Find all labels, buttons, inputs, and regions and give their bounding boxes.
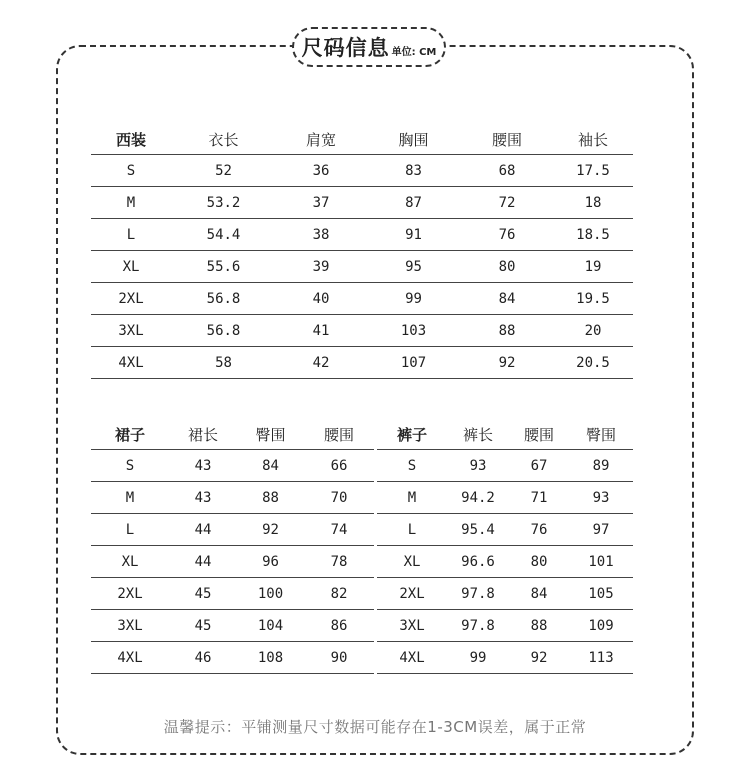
measurement-cell: 88 [237,482,304,514]
measurement-cell: 91 [366,219,461,251]
measurement-cell: 108 [237,642,304,674]
measurement-cell: 44 [169,514,237,546]
suit-column-header: 肩宽 [305,130,336,149]
measurement-cell: 66 [304,450,374,482]
skirt-column-header: 臀围 [255,425,286,444]
measurement-cell: 55.6 [171,251,276,283]
measurement-cell: 80 [509,546,569,578]
suit-header-row [91,124,633,155]
size-cell: 2XL [377,578,447,610]
measurement-cell: 97.8 [447,578,509,610]
measurement-cell: 56.8 [171,283,276,315]
table-row [91,347,633,379]
measurement-cell: 71 [509,482,569,514]
measurement-cell: 80 [461,251,553,283]
measurement-cell: 18 [553,187,633,219]
measurement-cell: 113 [569,642,633,674]
measurement-cell: 45 [169,610,237,642]
pants-column-header: 臀围 [585,425,616,444]
table-row [377,482,633,514]
size-cell: XL [91,251,171,283]
measurement-cell: 87 [366,187,461,219]
table-row [91,219,633,251]
skirt-column-header: 裙长 [187,425,218,444]
table-row [91,578,374,610]
table-row [377,514,633,546]
measurement-cell: 52 [171,155,276,187]
size-cell: XL [377,546,447,578]
suit-column-header: 衣长 [208,130,239,149]
table-row [91,315,633,347]
size-cell: L [377,514,447,546]
measurement-cell: 42 [276,347,366,379]
size-cell: M [91,187,171,219]
size-cell: 3XL [91,610,169,642]
measurement-cell: 105 [569,578,633,610]
measurement-cell: 101 [569,546,633,578]
measurement-cell: 96.6 [447,546,509,578]
measurement-cell: 109 [569,610,633,642]
measurement-cell: 84 [461,283,553,315]
measurement-cell: 44 [169,546,237,578]
size-cell: XL [91,546,169,578]
measurement-cell: 92 [509,642,569,674]
measurement-cell: 92 [237,514,304,546]
measurement-cell: 67 [509,450,569,482]
measurement-cell: 58 [171,347,276,379]
measurement-cell: 104 [237,610,304,642]
measurement-cell: 36 [276,155,366,187]
measurement-cell: 20 [553,315,633,347]
table-row [91,546,374,578]
table-row [91,187,633,219]
size-cell: 4XL [91,642,169,674]
size-cell: 3XL [377,610,447,642]
pants-table-body [377,450,633,674]
page-title: 尺码信息 [301,36,390,60]
measurement-cell: 103 [366,315,461,347]
measurement-cell: 99 [447,642,509,674]
table-row [91,155,633,187]
table-row [377,642,633,674]
measurement-cell: 78 [304,546,374,578]
table-row [377,450,633,482]
measurement-cell: 20.5 [553,347,633,379]
size-cell: 2XL [91,283,171,315]
table-row [91,450,374,482]
measurement-cell: 84 [509,578,569,610]
measurement-cell: 92 [461,347,553,379]
measurement-cell: 95.4 [447,514,509,546]
measurement-cell: 74 [304,514,374,546]
measurement-cell: 43 [169,482,237,514]
measurement-cell: 86 [304,610,374,642]
measurement-cell: 72 [461,187,553,219]
measurement-cell: 89 [569,450,633,482]
suit-column-header: 西装 [115,130,146,149]
table-row [377,610,633,642]
skirt-column-header: 腰围 [323,425,354,444]
size-cell: M [91,482,169,514]
measurement-cell: 76 [461,219,553,251]
measurement-cell: 93 [447,450,509,482]
size-cell: 3XL [91,315,171,347]
measurement-cell: 17.5 [553,155,633,187]
measurement-cell: 99 [366,283,461,315]
size-cell: 4XL [377,642,447,674]
size-cell: 4XL [91,347,171,379]
measurement-cell: 76 [509,514,569,546]
skirt-size-table [91,419,374,674]
measurement-cell: 93 [569,482,633,514]
suit-column-header: 腰围 [491,130,522,149]
table-row [91,642,374,674]
table-row [91,283,633,315]
title-badge [292,27,446,67]
table-row [377,578,633,610]
size-cell: 2XL [91,578,169,610]
measurement-cell: 107 [366,347,461,379]
measurement-cell: 37 [276,187,366,219]
skirt-table-body [91,450,374,674]
pants-size-table [377,419,633,674]
table-row [91,514,374,546]
skirt-column-header: 裙子 [114,425,145,444]
measurement-cell: 46 [169,642,237,674]
measurement-cell: 19.5 [553,283,633,315]
measurement-cell: 83 [366,155,461,187]
measurement-note: 温馨提示：平铺测量尺寸数据可能存在1-3CM误差，属于正常 [163,718,587,736]
measurement-cell: 94.2 [447,482,509,514]
suit-size-table [91,124,633,379]
measurement-cell: 45 [169,578,237,610]
pants-column-header: 裤子 [396,425,427,444]
skirt-header-row [91,419,374,450]
table-row [377,546,633,578]
size-cell: L [91,219,171,251]
measurement-cell: 41 [276,315,366,347]
table-row [91,482,374,514]
measurement-cell: 97 [569,514,633,546]
size-cell: S [91,450,169,482]
size-cell: L [91,514,169,546]
measurement-cell: 90 [304,642,374,674]
measurement-cell: 100 [237,578,304,610]
suit-column-header: 胸围 [398,130,429,149]
measurement-cell: 97.8 [447,610,509,642]
suit-table-body [91,155,633,379]
measurement-cell: 40 [276,283,366,315]
measurement-cell: 19 [553,251,633,283]
unit-label: 单位: CM [391,46,437,58]
table-row [91,610,374,642]
size-cell: S [377,450,447,482]
measurement-cell: 68 [461,155,553,187]
size-cell: S [91,155,171,187]
measurement-cell: 95 [366,251,461,283]
measurement-cell: 84 [237,450,304,482]
measurement-cell: 39 [276,251,366,283]
pants-column-header: 裤长 [462,425,493,444]
measurement-cell: 54.4 [171,219,276,251]
measurement-cell: 82 [304,578,374,610]
measurement-cell: 18.5 [553,219,633,251]
size-cell: M [377,482,447,514]
suit-column-header: 袖长 [577,130,608,149]
pants-header-row [377,419,633,450]
measurement-cell: 38 [276,219,366,251]
measurement-cell: 88 [461,315,553,347]
table-row [91,251,633,283]
measurement-cell: 43 [169,450,237,482]
pants-column-header: 腰围 [523,425,554,444]
measurement-cell: 88 [509,610,569,642]
measurement-cell: 53.2 [171,187,276,219]
measurement-cell: 70 [304,482,374,514]
measurement-cell: 96 [237,546,304,578]
measurement-cell: 56.8 [171,315,276,347]
